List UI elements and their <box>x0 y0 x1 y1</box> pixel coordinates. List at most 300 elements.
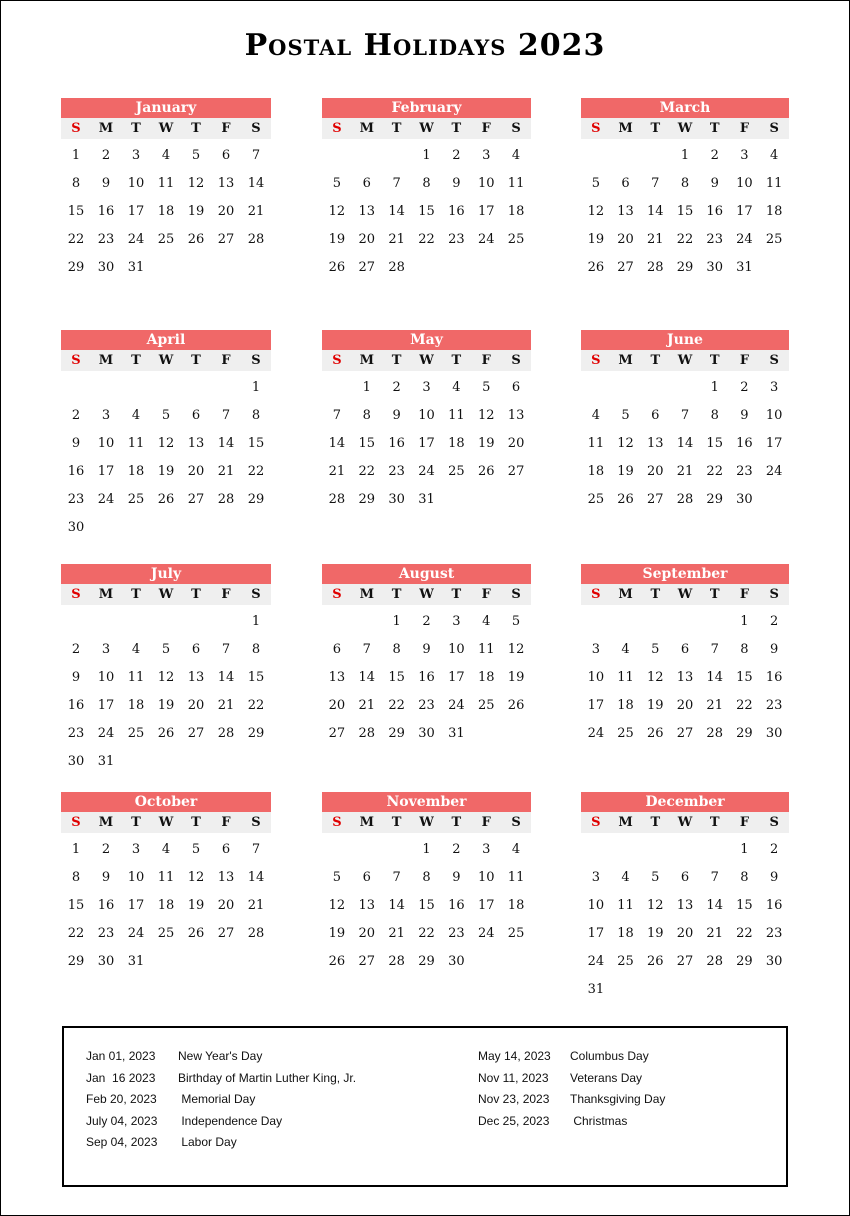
month-may <box>322 330 531 514</box>
weekday-label: W <box>677 587 693 602</box>
weekday-label: T <box>650 815 661 830</box>
empty-cell <box>322 142 352 170</box>
day-cell: 6 <box>362 176 371 191</box>
day-cell: 23 <box>706 232 723 247</box>
day-cell: 2 <box>740 380 749 395</box>
empty-cell <box>700 836 730 864</box>
day-cell: 27 <box>676 726 694 741</box>
day-cell: 14 <box>388 204 405 219</box>
day-cell: 3 <box>482 842 491 857</box>
empty-cell <box>640 142 670 170</box>
weekday-label: T <box>451 815 462 830</box>
empty-cell <box>611 142 641 170</box>
day-cell: 4 <box>161 842 171 857</box>
day-cell: 13 <box>217 870 235 885</box>
day-cell: 17 <box>477 898 495 913</box>
weekday-label: M <box>359 815 374 830</box>
day-cell: 4 <box>161 148 171 163</box>
day-cell: 22 <box>418 232 435 247</box>
weekday-label: S <box>251 121 261 136</box>
day-cell: 16 <box>765 898 783 913</box>
weekday-label: W <box>419 815 434 830</box>
holiday-date: May 14, 2023 <box>478 1049 551 1063</box>
day-cell: 9 <box>71 670 81 685</box>
empty-cell <box>382 836 412 864</box>
day-cell: 16 <box>97 898 115 913</box>
day-cell: 24 <box>736 232 753 247</box>
day-cell: 28 <box>217 492 235 507</box>
holiday-date: Dec 25, 2023 <box>478 1113 550 1128</box>
page-title: Postal Holidays 2023 <box>244 28 606 63</box>
day-grid <box>61 142 271 282</box>
weekday-header <box>322 584 531 605</box>
month-name: June <box>581 330 789 350</box>
day-cell: 5 <box>161 642 171 657</box>
day-cell: 23 <box>67 726 85 741</box>
day-cell: 28 <box>217 726 235 741</box>
month-name: January <box>61 98 271 118</box>
day-cell: 16 <box>765 670 783 685</box>
weekday-label: M <box>98 587 114 602</box>
weekday-label: F <box>739 815 750 830</box>
day-grid <box>322 374 531 514</box>
day-cell: 11 <box>507 176 525 191</box>
weekday-label: M <box>618 815 633 830</box>
day-cell: 13 <box>647 436 664 451</box>
day-cell: 22 <box>388 698 405 713</box>
day-cell: 24 <box>477 926 495 941</box>
day-cell: 14 <box>247 870 265 885</box>
weekday-label: S <box>511 815 521 830</box>
holiday-row <box>478 1046 665 1068</box>
weekday-label: F <box>481 587 491 602</box>
day-cell: 10 <box>97 436 115 451</box>
day-cell: 29 <box>247 726 265 741</box>
day-cell: 11 <box>507 870 525 885</box>
day-cell: 2 <box>452 842 461 857</box>
weekday-label: T <box>131 815 141 830</box>
day-cell: 24 <box>765 464 783 479</box>
weekday-label: W <box>158 587 174 602</box>
day-cell: 6 <box>511 380 521 395</box>
weekday-label: W <box>158 815 174 830</box>
weekday-label: W <box>419 121 434 136</box>
day-cell: 13 <box>358 898 376 913</box>
day-cell: 8 <box>680 176 690 191</box>
weekday-label: F <box>221 121 231 136</box>
day-cell: 3 <box>422 380 431 395</box>
day-cell: 21 <box>328 464 346 479</box>
day-cell: 15 <box>418 898 435 913</box>
day-cell: 17 <box>765 436 783 451</box>
weekday-label: T <box>709 121 720 136</box>
weekday-label: W <box>677 353 693 368</box>
day-cell: 19 <box>647 698 664 713</box>
empty-cell <box>91 374 121 402</box>
day-cell: 31 <box>736 260 753 275</box>
holiday-list-right <box>478 1046 665 1132</box>
holiday-date: Jan 01, 2023 <box>86 1049 156 1063</box>
day-cell: 15 <box>358 436 376 451</box>
month-name: April <box>61 330 271 350</box>
day-cell: 20 <box>187 698 205 713</box>
weekday-label: S <box>251 815 261 830</box>
day-cell: 2 <box>392 380 401 395</box>
day-cell: 20 <box>676 698 694 713</box>
day-cell: 5 <box>651 870 660 885</box>
day-cell: 8 <box>740 642 749 657</box>
weekday-header <box>61 118 271 139</box>
empty-cell <box>581 374 611 402</box>
empty-cell <box>211 374 241 402</box>
day-cell: 6 <box>332 642 342 657</box>
day-cell: 20 <box>358 232 376 247</box>
day-cell: 29 <box>247 492 265 507</box>
day-cell: 14 <box>247 176 265 191</box>
weekday-header <box>322 350 531 371</box>
day-cell: 23 <box>418 698 435 713</box>
day-grid <box>322 836 531 976</box>
day-cell: 6 <box>221 842 231 857</box>
day-grid <box>581 142 789 282</box>
weekday-label: W <box>158 353 174 368</box>
day-cell: 8 <box>422 870 431 885</box>
day-cell: 6 <box>362 870 371 885</box>
day-cell: 19 <box>647 926 664 941</box>
month-august <box>322 564 531 748</box>
day-cell: 23 <box>97 232 115 247</box>
day-cell: 9 <box>769 870 779 885</box>
day-cell: 12 <box>647 670 664 685</box>
day-cell: 13 <box>187 436 205 451</box>
weekday-label: S <box>591 121 601 136</box>
day-cell: 27 <box>617 260 634 275</box>
day-cell: 27 <box>358 260 376 275</box>
day-cell: 22 <box>736 698 753 713</box>
day-cell: 25 <box>157 232 175 247</box>
day-cell: 9 <box>769 642 779 657</box>
day-cell: 20 <box>617 232 634 247</box>
day-cell: 12 <box>328 204 346 219</box>
empty-cell <box>181 608 211 636</box>
day-cell: 13 <box>217 176 235 191</box>
day-grid <box>581 836 789 1004</box>
weekday-label: W <box>677 121 693 136</box>
day-cell: 22 <box>358 464 376 479</box>
day-cell: 19 <box>477 436 495 451</box>
day-cell: 22 <box>736 926 753 941</box>
day-cell: 30 <box>97 260 115 275</box>
day-cell: 28 <box>647 260 664 275</box>
day-cell: 15 <box>67 898 85 913</box>
day-cell: 7 <box>332 408 342 423</box>
day-cell: 28 <box>328 492 346 507</box>
day-cell: 8 <box>362 408 371 423</box>
day-cell: 30 <box>67 754 85 769</box>
holiday-date: Nov 11, 2023 <box>478 1070 549 1085</box>
day-cell: 21 <box>647 232 664 247</box>
weekday-label: T <box>451 121 462 136</box>
holiday-row <box>86 1132 356 1154</box>
day-cell: 10 <box>587 670 605 685</box>
day-cell: 27 <box>217 926 235 941</box>
day-cell: 5 <box>332 176 342 191</box>
day-cell: 4 <box>591 408 600 423</box>
day-cell: 22 <box>247 464 265 479</box>
day-cell: 10 <box>127 176 145 191</box>
day-cell: 27 <box>217 232 235 247</box>
day-cell: 19 <box>187 204 205 219</box>
day-cell: 8 <box>392 642 401 657</box>
day-cell: 17 <box>448 670 465 685</box>
holiday-date: Jan 16 2023 <box>86 1070 156 1085</box>
weekday-label: F <box>221 353 231 368</box>
day-cell: 14 <box>706 898 723 913</box>
day-cell: 10 <box>477 870 495 885</box>
weekday-label: T <box>451 587 462 602</box>
day-cell: 1 <box>251 380 261 395</box>
day-cell: 9 <box>101 870 111 885</box>
day-cell: 18 <box>157 898 175 913</box>
weekday-label: T <box>391 121 402 136</box>
weekday-label: T <box>391 587 402 602</box>
weekday-label: W <box>419 587 434 602</box>
day-cell: 22 <box>676 232 694 247</box>
day-cell: 12 <box>647 898 664 913</box>
day-cell: 19 <box>157 464 175 479</box>
day-cell: 5 <box>191 148 201 163</box>
weekday-label: F <box>221 587 231 602</box>
day-cell: 2 <box>101 148 111 163</box>
weekday-label: M <box>98 121 114 136</box>
day-cell: 28 <box>247 232 265 247</box>
empty-cell <box>382 142 412 170</box>
holiday-name: New Year's Day <box>178 1049 263 1063</box>
day-cell: 11 <box>127 670 145 685</box>
weekday-header <box>61 350 271 371</box>
day-cell: 30 <box>388 492 405 507</box>
weekday-label: S <box>591 587 601 602</box>
weekday-label: S <box>71 815 81 830</box>
empty-cell <box>151 608 181 636</box>
day-cell: 18 <box>587 464 605 479</box>
day-cell: 16 <box>67 464 85 479</box>
weekday-header <box>581 118 789 139</box>
day-grid <box>61 374 271 542</box>
day-cell: 4 <box>621 642 630 657</box>
weekday-label: S <box>769 353 779 368</box>
day-cell: 7 <box>362 642 371 657</box>
day-cell: 25 <box>157 926 175 941</box>
day-cell: 26 <box>328 954 346 969</box>
day-cell: 26 <box>647 954 664 969</box>
day-cell: 7 <box>392 176 401 191</box>
day-cell: 23 <box>736 464 753 479</box>
day-cell: 3 <box>591 870 600 885</box>
weekday-label: S <box>332 815 342 830</box>
day-cell: 29 <box>67 954 85 969</box>
day-cell: 17 <box>477 204 495 219</box>
holiday-row <box>478 1089 665 1111</box>
day-cell: 13 <box>676 670 694 685</box>
holiday-row <box>86 1089 356 1111</box>
day-cell: 17 <box>97 464 115 479</box>
day-cell: 17 <box>587 926 605 941</box>
day-cell: 19 <box>328 926 346 941</box>
day-cell: 26 <box>617 492 634 507</box>
day-cell: 15 <box>67 204 85 219</box>
day-cell: 20 <box>217 204 235 219</box>
day-cell: 22 <box>67 926 85 941</box>
day-cell: 6 <box>191 642 201 657</box>
day-cell: 12 <box>477 408 495 423</box>
day-cell: 5 <box>332 870 342 885</box>
empty-cell <box>640 608 670 636</box>
day-cell: 18 <box>617 698 634 713</box>
day-cell: 28 <box>706 726 723 741</box>
day-cell: 8 <box>740 870 749 885</box>
day-cell: 13 <box>617 204 634 219</box>
day-cell: 12 <box>187 176 205 191</box>
day-cell: 5 <box>161 408 171 423</box>
day-cell: 16 <box>388 436 405 451</box>
day-cell: 3 <box>101 642 111 657</box>
day-cell: 16 <box>448 204 465 219</box>
day-cell: 26 <box>647 726 664 741</box>
day-cell: 8 <box>251 408 261 423</box>
day-cell: 20 <box>507 436 525 451</box>
day-cell: 6 <box>621 176 630 191</box>
day-cell: 8 <box>422 176 431 191</box>
day-cell: 19 <box>507 670 525 685</box>
holiday-name: Labor Day <box>178 1135 237 1149</box>
holiday-name: Thanksgiving Day <box>570 1092 666 1106</box>
day-cell: 7 <box>680 408 690 423</box>
day-cell: 24 <box>127 926 145 941</box>
day-cell: 14 <box>647 204 664 219</box>
day-cell: 4 <box>131 408 141 423</box>
day-cell: 24 <box>97 726 115 741</box>
day-cell: 14 <box>706 670 723 685</box>
day-cell: 27 <box>187 726 205 741</box>
empty-cell <box>640 836 670 864</box>
day-cell: 3 <box>101 408 111 423</box>
empty-cell <box>322 836 352 864</box>
empty-cell <box>181 374 211 402</box>
day-cell: 28 <box>706 954 723 969</box>
weekday-label: S <box>591 353 601 368</box>
day-cell: 21 <box>217 464 235 479</box>
weekday-label: F <box>739 121 750 136</box>
day-cell: 2 <box>452 148 461 163</box>
empty-cell <box>611 836 641 864</box>
day-cell: 14 <box>676 436 694 451</box>
day-cell: 5 <box>191 842 201 857</box>
day-cell: 5 <box>621 408 630 423</box>
day-cell: 2 <box>101 842 111 857</box>
weekday-label: F <box>481 121 491 136</box>
weekday-label: T <box>191 121 201 136</box>
day-cell: 9 <box>101 176 111 191</box>
day-cell: 12 <box>328 898 346 913</box>
empty-cell <box>91 608 121 636</box>
day-cell: 7 <box>221 408 231 423</box>
weekday-label: T <box>191 353 201 368</box>
day-cell: 7 <box>710 642 719 657</box>
holiday-row <box>478 1068 665 1090</box>
day-cell: 25 <box>127 726 145 741</box>
day-cell: 22 <box>706 464 723 479</box>
day-cell: 11 <box>157 870 175 885</box>
day-cell: 19 <box>157 698 175 713</box>
day-cell: 11 <box>587 436 605 451</box>
day-cell: 25 <box>765 232 783 247</box>
day-cell: 7 <box>710 870 719 885</box>
day-cell: 15 <box>706 436 723 451</box>
weekday-header <box>581 584 789 605</box>
day-cell: 29 <box>358 492 376 507</box>
month-november <box>322 792 531 976</box>
day-cell: 18 <box>507 898 525 913</box>
day-cell: 4 <box>482 614 491 629</box>
month-name: July <box>61 564 271 584</box>
day-cell: 6 <box>651 408 660 423</box>
weekday-label: T <box>131 353 141 368</box>
weekday-label: S <box>511 353 521 368</box>
day-cell: 20 <box>647 464 664 479</box>
empty-cell <box>121 608 151 636</box>
day-cell: 10 <box>97 670 115 685</box>
day-cell: 30 <box>736 492 753 507</box>
day-cell: 12 <box>617 436 634 451</box>
weekday-label: F <box>739 587 750 602</box>
day-cell: 29 <box>67 260 85 275</box>
empty-cell <box>121 374 151 402</box>
day-cell: 2 <box>71 408 81 423</box>
day-cell: 17 <box>127 898 145 913</box>
month-october <box>61 792 271 976</box>
empty-cell <box>670 608 700 636</box>
day-cell: 15 <box>247 670 265 685</box>
day-cell: 1 <box>71 148 81 163</box>
day-cell: 24 <box>587 954 605 969</box>
day-cell: 9 <box>392 408 401 423</box>
day-grid <box>322 142 531 282</box>
day-cell: 10 <box>736 176 753 191</box>
weekday-label: S <box>71 353 81 368</box>
holiday-name: Christmas <box>570 1113 628 1128</box>
day-grid <box>61 608 271 776</box>
day-cell: 18 <box>765 204 783 219</box>
weekday-label: S <box>332 587 342 602</box>
day-cell: 4 <box>452 380 461 395</box>
day-cell: 1 <box>740 614 749 629</box>
day-cell: 25 <box>507 926 525 941</box>
holiday-name: Independence Day <box>178 1113 283 1128</box>
day-cell: 11 <box>157 176 175 191</box>
empty-cell <box>611 374 641 402</box>
day-cell: 8 <box>710 408 719 423</box>
holiday-name: Columbus Day <box>570 1049 649 1063</box>
holiday-row <box>86 1111 356 1133</box>
day-cell: 26 <box>157 492 175 507</box>
weekday-header <box>322 812 531 833</box>
day-cell: 21 <box>388 232 405 247</box>
weekday-label: S <box>71 121 81 136</box>
holiday-name: Birthday of Martin Luther King, Jr. <box>178 1070 357 1085</box>
day-cell: 10 <box>127 870 145 885</box>
day-cell: 6 <box>680 642 690 657</box>
